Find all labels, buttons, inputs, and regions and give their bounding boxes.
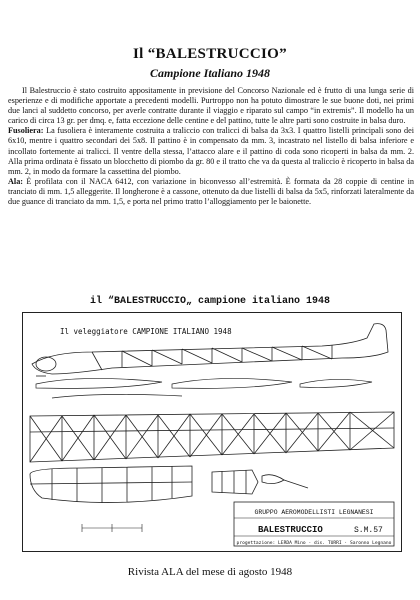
tail-plan-view [30, 466, 308, 503]
ala-label: Ala: [8, 176, 24, 186]
intro-paragraph: Il Balestruccio è stato costruito appositamente in previsione del Concorso Nazionale ed è frutto di una lunga serie di esperienze e di modifiche apportate a precedenti modelli. Purtroppo non ha potuto dimostrare le sue buone doti, nei primi due lanci al suddetto concorso, per averle contratte durante il viaggio e riparato sul campo “in extremis”. Il modello ha un carico di circa 13 gr. per dmq. e, fatta eccezione delle centine e del pattino, tutte le altre parti sono costruite in balsa duro. [8, 86, 414, 126]
glider-plan-drawing [22, 312, 402, 552]
caption: Rivista ALA del mese di agosto 1948 [127, 566, 293, 578]
article-subtitle: Campione Italiano 1948 [149, 66, 271, 80]
title-block-signature: progettazione: LERDA Mino · dis. TURRI · Saronno Legnano [236, 541, 392, 546]
fusoliera-paragraph [8, 126, 414, 176]
title-block [234, 502, 394, 546]
plan-heading: il “BALESTRUCCIO„ campione italiano 1948 [89, 296, 331, 307]
wing-rib-profiles [36, 378, 372, 398]
ala-paragraph [8, 177, 414, 207]
title-block-group: GRUPPO AEROMODELLISTI LEGNANESI [254, 509, 374, 516]
title-block-code: S.M.57 [354, 526, 383, 535]
fusoliera-text: La fusoliera è interamente costruita a traliccio con tralicci di balsa da 3x3. I quattro listelli principali sono dei 6x10, mentre i quattro secondari dei 5x8. Il pattino è in compensato da mm. 3, incastrato nel listello di balsa inferiore e incollato fortemente ai tralicci. Il ventre della stessa, l’attacco alare e il pattino di coda sono ricoperti in balsa da mm. 2. Alla prima ordinata è fissato un blocchetto di piombo da gr. 80 e il tratto che va da questa al traliccio è ricoperto in balsa da mm. 2, in modo da formare la cassettina del piombo. [8, 126, 414, 176]
dimension-marks [82, 524, 142, 532]
fusoliera-label: Fusoliera: [8, 126, 44, 136]
drawing-title: Il veleggiatore CAMPIONE ITALIANO 1948 [60, 327, 232, 336]
wing-plan-view [30, 412, 394, 462]
article-body [8, 86, 414, 207]
title-block-model: BALESTRUCCIO [258, 525, 323, 535]
ala-text: È profilata con il NACA 6412, con variazione in biconvesso all’estremità. È formata da 28 coppie di centine in tranciato di mm. 1,5 alleggerite. Il longherone è a cassone, ottenuto da due listelli di balsa da 5x5, rinforzati lateralmente da due guance di tranciato da mm. 1,5, e porta nel primo tratto l’alloggiamento per le baionette. [8, 176, 414, 207]
article-title: Il “BALESTRUCCIO” [133, 46, 287, 62]
